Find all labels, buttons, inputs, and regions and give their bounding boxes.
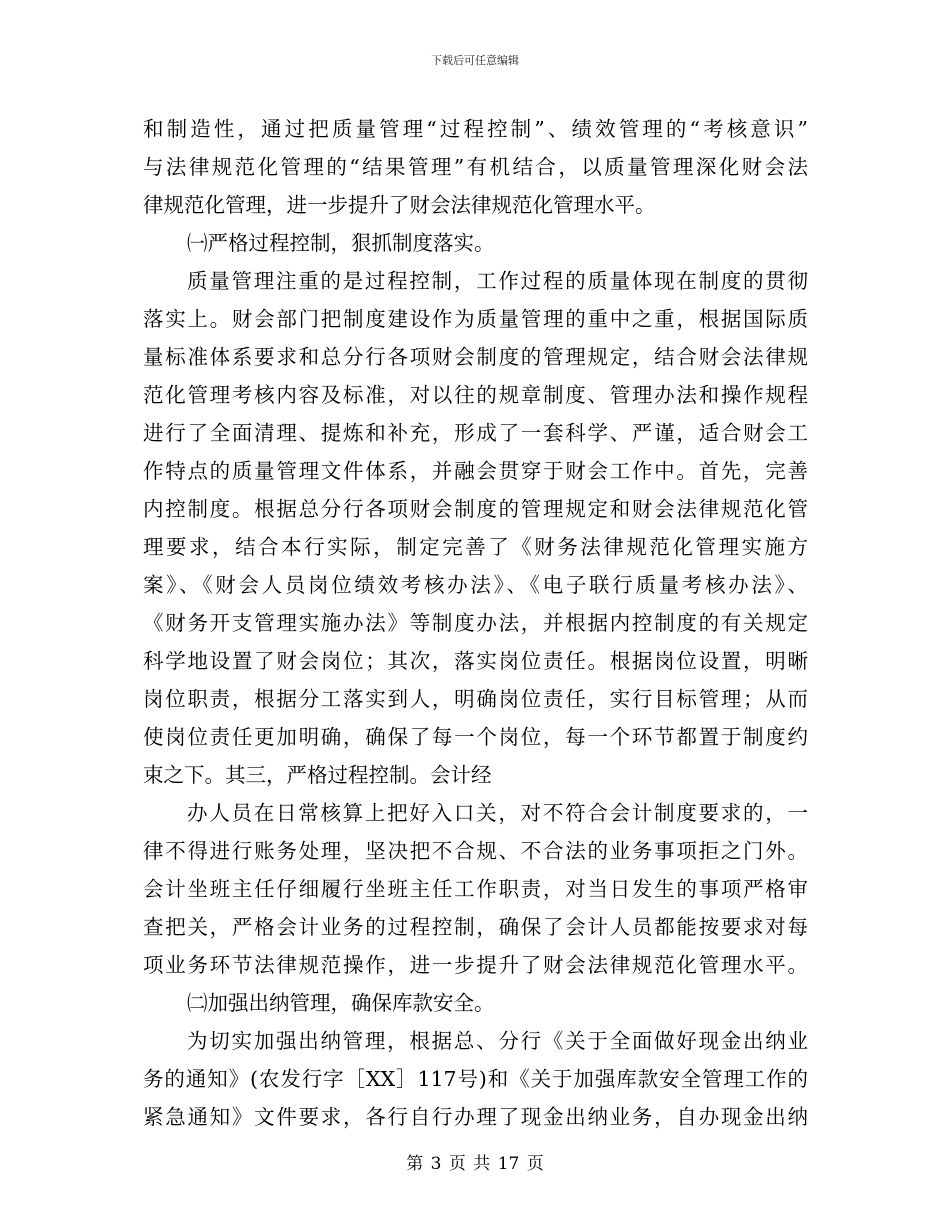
text-line: 律不得进行账务处理，坚决把不合规、不合法的业务事项拒之门外。 (143, 839, 808, 863)
text-line: 与法律规范化管理的“结果管理”有机结合，以质量管理深化财会法 (143, 155, 808, 179)
page-footer: 第 3 页 共 17 页 (406, 1154, 544, 1174)
text-line: 案》、《财会人员岗位绩效考核办法》、《电子联行质量考核办法》、 (143, 573, 808, 597)
text-line: 科学地设置了财会岗位；其次，落实岗位责任。根据岗位设置，明晰 (143, 649, 808, 673)
text-line: 查把关，严格会计业务的过程控制，确保了会计人员都能按要求对每 (143, 915, 808, 939)
text-line: 办人员在日常核算上把好入口关，对不符合会计制度要求的，一 (187, 801, 808, 825)
text-line: 范化管理考核内容及标准，对以往的规章制度、管理办法和操作规程 (143, 383, 808, 407)
page-header: 下载后可任意编辑 (431, 54, 519, 67)
text-line: 量标准体系要求和总分行各项财会制度的管理规定，结合财会法律规 (143, 345, 808, 369)
text-line: 作特点的质量管理文件体系，并融会贯穿于财会工作中。首先，完善 (143, 459, 808, 483)
text-line: 质量管理注重的是过程控制，工作过程的质量体现在制度的贯彻 (187, 269, 808, 293)
text-line: 落实上。财会部门把制度建设作为质量管理的重中之重，根据国际质 (143, 307, 808, 331)
text-line: 会计坐班主任仔细履行坐班主任工作职责，对当日发生的事项严格审 (143, 877, 808, 901)
text-line: 岗位职责，根据分工落实到人，明确岗位责任，实行目标管理；从而 (143, 687, 808, 711)
text-line: 紧急通知》文件要求，各行自行办理了现金出纳业务，自办现金出纳 (143, 1105, 808, 1129)
text-line: 使岗位责任更加明确，确保了每一个岗位，每一个环节都置于制度约 (143, 725, 808, 749)
text-line: 束之下。其三，严格过程控制。会计经 (143, 763, 492, 787)
text-line: 务的通知》(农发行字［XX］117号)和《关于加强库款安全管理工作的 (143, 1067, 808, 1091)
text-line: 为切实加强出纳管理，根据总、分行《关于全面做好现金出纳业 (187, 1029, 808, 1053)
text-line: 理要求，结合本行实际，制定完善了《财务法律规范化管理实施方 (143, 535, 808, 559)
text-line: 《财务开支管理实施办法》等制度办法，并根据内控制度的有关规定 (143, 611, 808, 635)
text-line: ㈡加强出纳管理，确保库款安全。 (187, 991, 495, 1015)
text-line: 内控制度。根据总分行各项财会制度的管理规定和财会法律规范化管 (143, 497, 808, 521)
text-line: 律规范化管理，进一步提升了财会法律规范化管理水平。 (143, 193, 656, 217)
document-body (143, 110, 808, 1136)
text-line: 项业务环节法律规范操作，进一步提升了财会法律规范化管理水平。 (143, 953, 808, 977)
text-line: 进行了全面清理、提炼和补充，形成了一套科学、严谨，适合财会工 (143, 421, 808, 445)
text-line: 和制造性，通过把质量管理“过程控制”、绩效管理的“考核意识” (143, 117, 808, 141)
text-line: ㈠严格过程控制，狠抓制度落实。 (187, 231, 495, 255)
